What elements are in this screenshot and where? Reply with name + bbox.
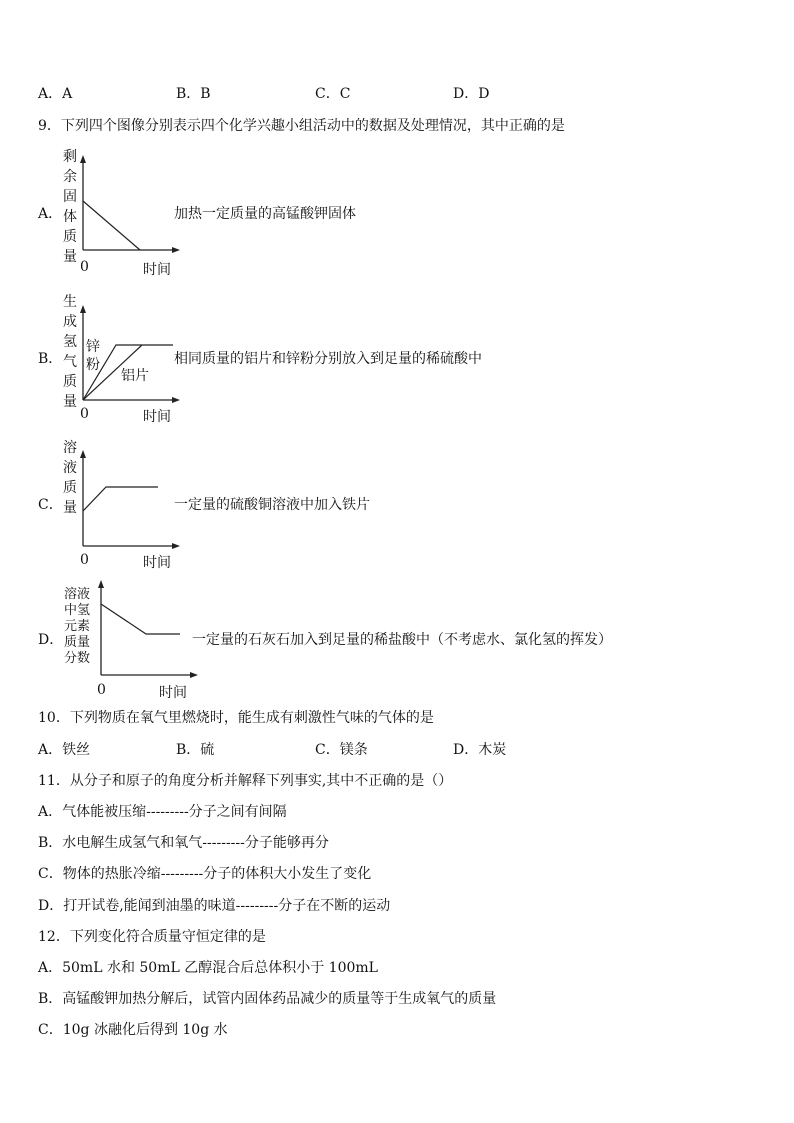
q9-c-ylabel: 溶 液 质 量 [63,440,77,516]
q9-d-xlabel: 时间 [159,685,187,701]
x-arrow [172,397,180,403]
data-line [101,604,180,634]
q12-option-c: C．10g 冰融化后得到 10g 水 [38,1022,228,1038]
q9-a-label: A． [38,206,63,222]
q9-b-caption: 相同质量的铝片和锌粉分别放入到足量的稀硫酸中 [174,351,482,367]
q10-option-a: A．铁丝 [38,742,91,758]
q9-c-label: C． [38,497,63,513]
q9-b-ylabel: 生 成 氢 气 质 量 [63,294,77,410]
q9-d-graph [98,580,198,680]
q9-b-label: B． [38,351,63,367]
x-arrow [190,672,198,678]
y-arrow [80,305,86,313]
q9-c-origin: 0 [80,552,89,568]
y-arrow [80,155,86,163]
q9-a-xlabel: 时间 [143,262,171,278]
q9-a-origin: 0 [80,259,89,275]
q12-option-a: A．50mL 水和 50mL 乙醇混合后总体积小于 100mL [38,960,378,976]
data-line [83,487,158,511]
y-arrow [98,580,104,588]
q12-option-b: B．高锰酸钾加热分解后，试管内固体药品减少的质量等于生成氧气的质量 [38,991,497,1007]
q9-b-xlabel: 时间 [143,409,171,425]
q9-a-graph [80,155,180,255]
q10-option-b: B．硫 [176,742,215,758]
q9-a-caption: 加热一定质量的高锰酸钾固体 [174,206,356,222]
q8-option-b: B．B [176,86,211,102]
q9-stem: 9．下列四个图像分别表示四个化学兴趣小组活动中的数据及处理情况，其中正确的是 [38,118,565,134]
q11-option-c: C．物体的热胀冷缩---------分子的体积大小发生了变化 [38,866,372,882]
x-arrow [172,543,180,549]
q9-d-ylabel: 溶液 中氢 元素 质量 分数 [63,587,90,666]
q9-d-caption: 一定量的石灰石加入到足量的稀盐酸中（不考虑水、氯化氢的挥发） [192,632,612,648]
q12-stem: 12．下列变化符合质量守恒定律的是 [38,929,266,945]
data-line [83,201,140,250]
q9-b-line1-label: 锌 粉 [86,339,100,373]
q11-stem: 11．从分子和原子的角度分析并解释下列事实,其中不正确的是（） [38,773,453,789]
q8-option-c: C．C [315,86,351,102]
q9-c-caption: 一定量的硫酸铜溶液中加入铁片 [174,497,370,513]
q9-d-origin: 0 [97,682,106,698]
q11-option-a: A．气体能被压缩---------分子之间有间隔 [38,804,287,820]
q9-d-label: D． [38,632,64,648]
x-arrow [172,247,180,253]
q9-b-line2-label: 铝片 [121,368,149,384]
q9-a-ylabel: 剩 余 固 体 质 量 [63,149,77,265]
q10-stem: 10．下列物质在氧气里燃烧时，能生成有刺激性气味的气体的是 [38,710,434,726]
q10-option-d: D．木炭 [453,742,507,758]
y-arrow [80,450,86,458]
q9-c-xlabel: 时间 [143,555,171,571]
q8-option-d: D．D [453,86,490,102]
q11-option-b: B．水电解生成氢气和氧气---------分子能够再分 [38,835,329,851]
q11-option-d: D．打开试卷,能闻到油墨的味道---------分子在不断的运动 [38,898,391,914]
q9-c-graph [80,450,180,550]
q9-b-origin: 0 [80,406,89,422]
q10-option-c: C．镁条 [315,742,368,758]
q8-option-a: A．A [38,86,73,102]
